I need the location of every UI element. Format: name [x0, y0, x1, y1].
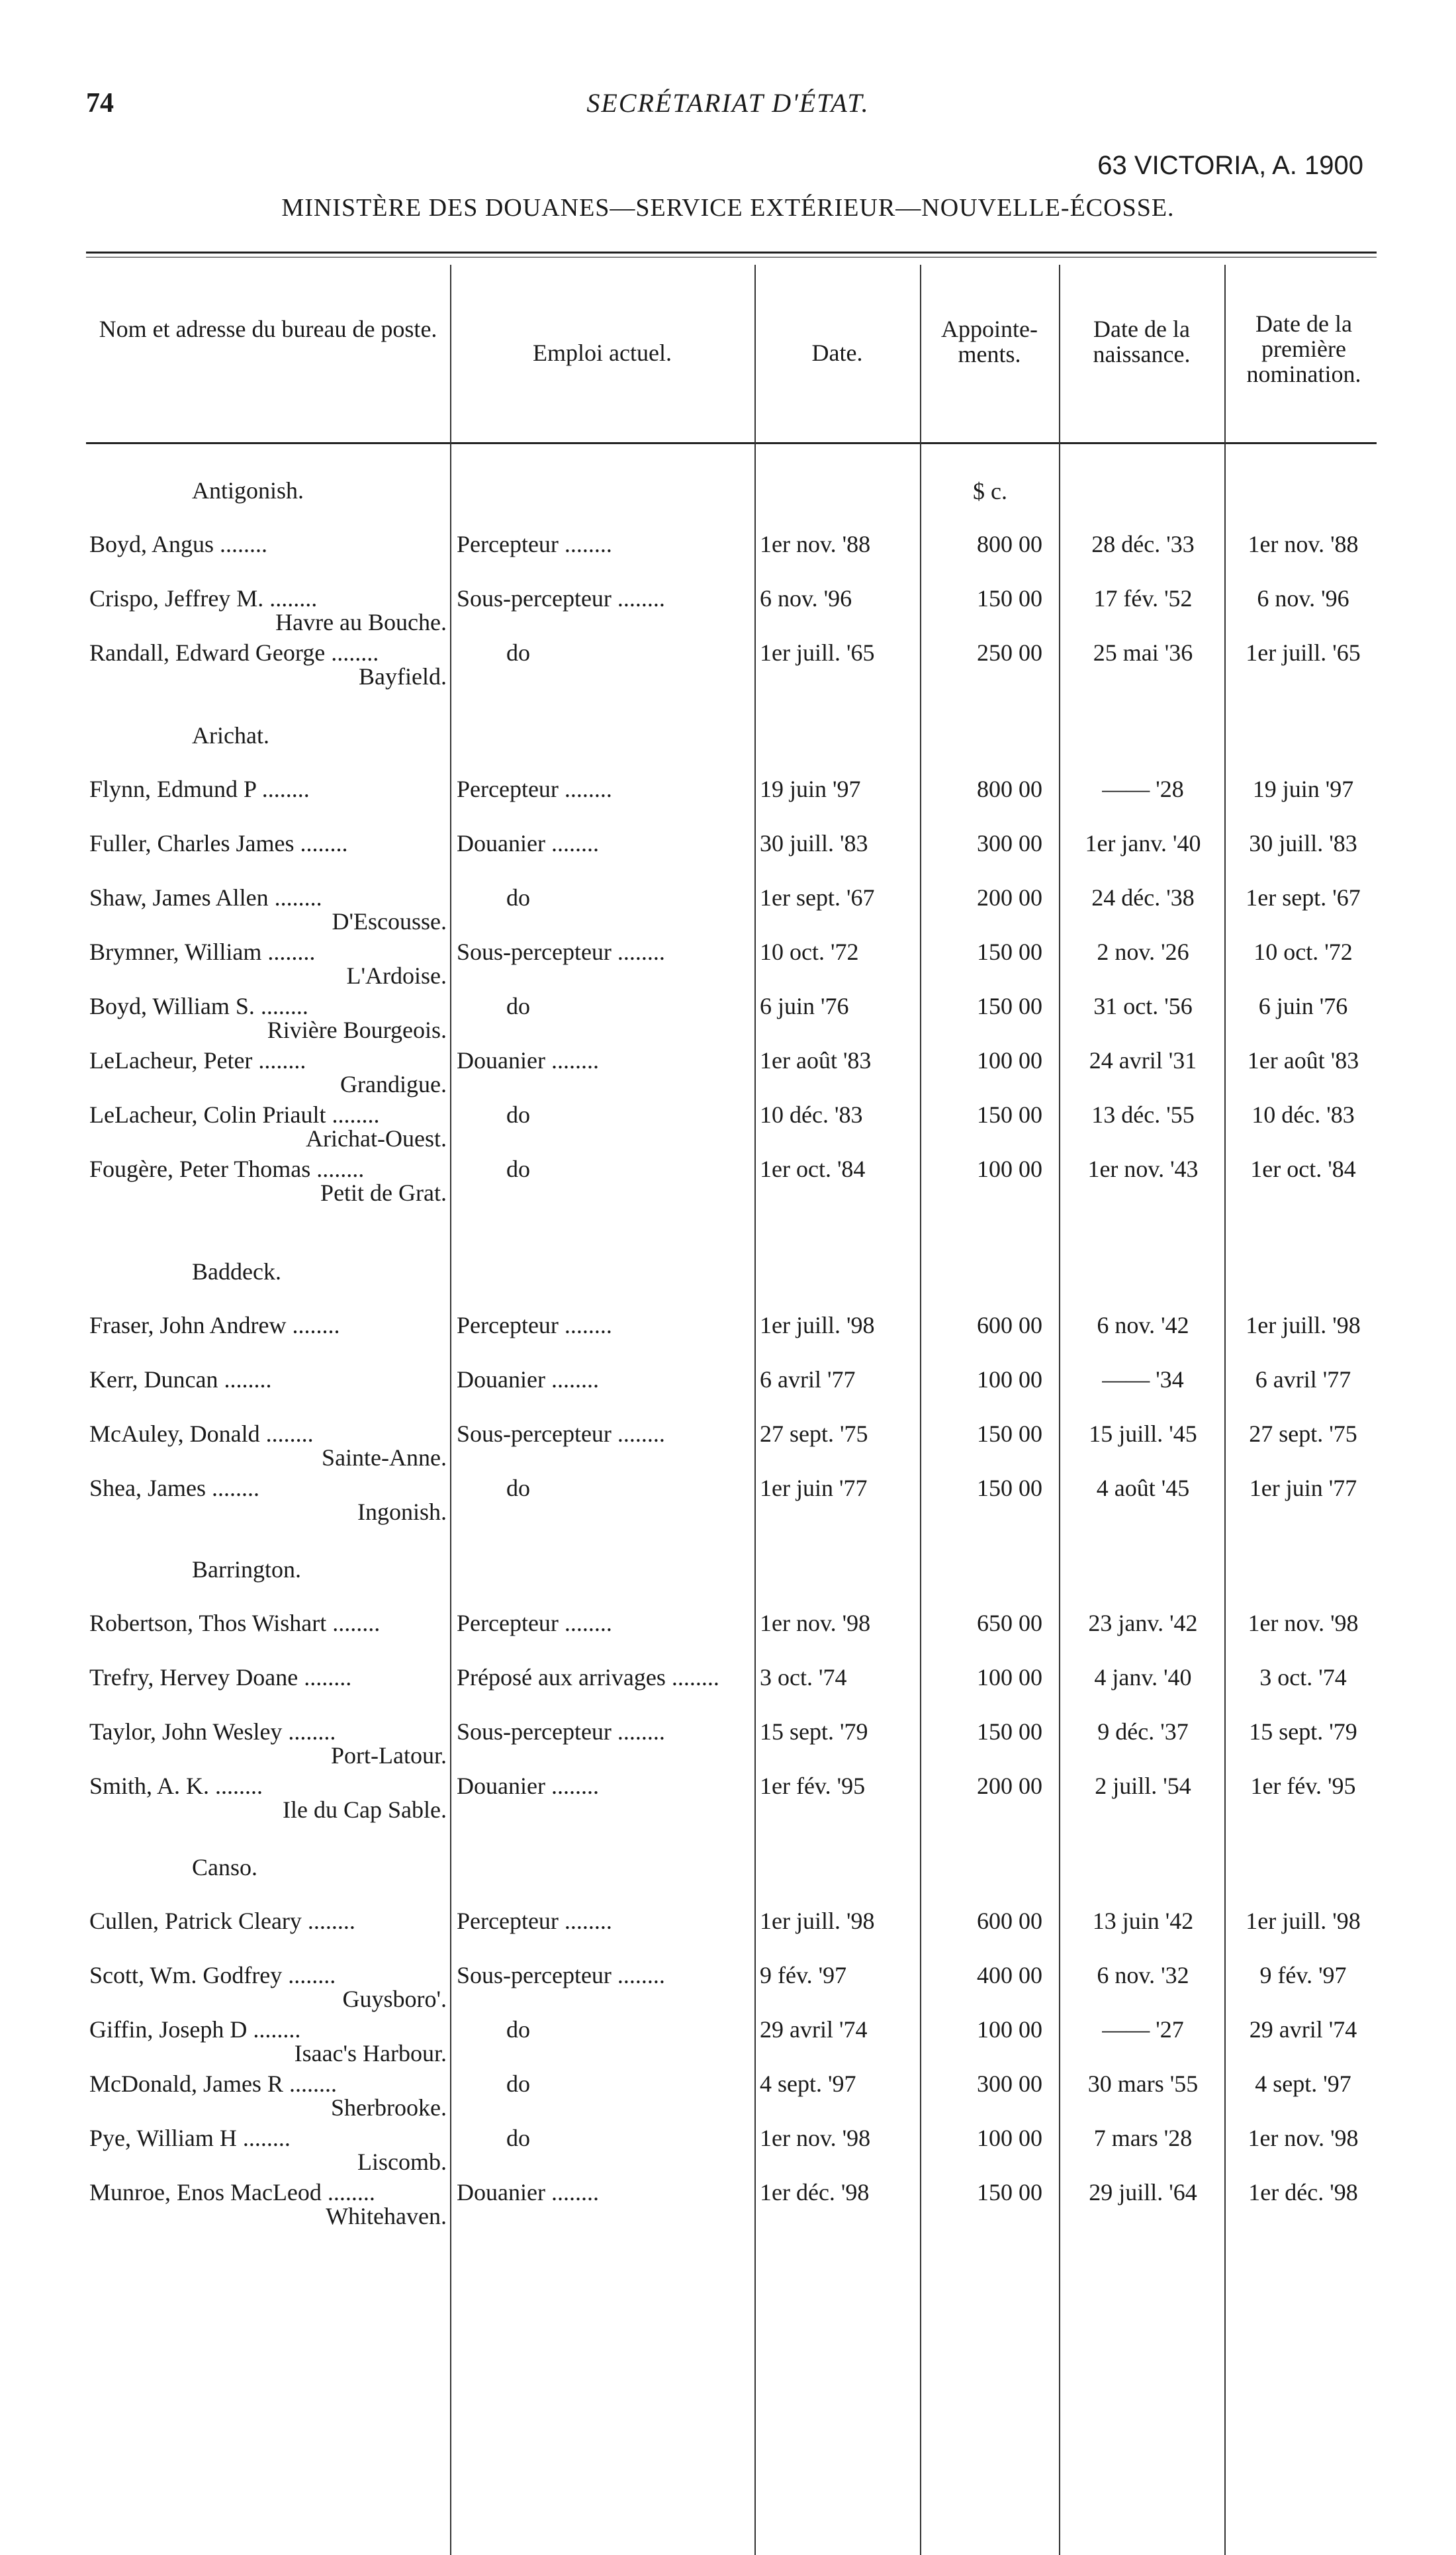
- cell-date: 27 sept. '75: [760, 1420, 868, 1447]
- cell-emploi: Percepteur ........: [457, 531, 612, 557]
- cell-nomination: 27 sept. '75: [1249, 1420, 1357, 1447]
- cell-date: 1er nov. '98: [760, 2125, 871, 2151]
- cell-appointements: 400 00: [977, 1962, 1042, 1988]
- cell-nomination: 10 déc. '83: [1251, 1101, 1355, 1128]
- cell-post-office: Port-Latour.: [331, 1742, 447, 1769]
- cell-emploi: Percepteur ........: [457, 1610, 612, 1636]
- header-naissance: Date de la naissance.: [1093, 316, 1191, 367]
- cell-emploi: Sous-percepteur ........: [457, 939, 665, 965]
- cell-name: McDonald, James R ........: [89, 2070, 337, 2097]
- cell-emploi: do: [506, 2070, 530, 2097]
- cell-emploi: Percepteur ........: [457, 1312, 612, 1338]
- section-place: Baddeck.: [192, 1258, 281, 1285]
- cell-name: McAuley, Donald ........: [89, 1420, 314, 1447]
- header-emploi: Emploi actuel.: [533, 340, 672, 366]
- section-place: Antigonish.: [192, 477, 304, 504]
- cell-name: Boyd, Angus ........: [89, 531, 268, 557]
- cell-post-office: Grandigue.: [340, 1071, 447, 1097]
- cell-emploi: Percepteur ........: [457, 776, 612, 802]
- cell-name: Scott, Wm. Godfrey ........: [89, 1962, 336, 1988]
- cell-date: 6 juin '76: [760, 993, 849, 1019]
- cell-date: 15 sept. '79: [760, 1718, 868, 1745]
- section-place: Canso.: [192, 1854, 257, 1881]
- cell-nomination: 6 avril '77: [1255, 1366, 1351, 1393]
- cell-appointements: 650 00: [977, 1610, 1042, 1636]
- cell-naissance: —— '27: [1102, 2016, 1184, 2043]
- cell-appointements: 250 00: [977, 639, 1042, 666]
- cell-nomination: 1er nov. '88: [1248, 531, 1359, 557]
- cell-emploi: do: [506, 993, 530, 1019]
- cell-name: Fuller, Charles James ........: [89, 830, 348, 857]
- cell-nomination: 4 sept. '97: [1255, 2070, 1351, 2097]
- cell-naissance: —— '28: [1102, 776, 1184, 802]
- cell-naissance: 13 juin '42: [1092, 1908, 1194, 1934]
- cell-date: 10 oct. '72: [760, 939, 859, 965]
- cell-appointements: 800 00: [977, 531, 1042, 557]
- cell-naissance: 6 nov. '42: [1097, 1312, 1189, 1338]
- cell-name: Fougère, Peter Thomas ........: [89, 1156, 365, 1182]
- cell-appointements: 150 00: [977, 939, 1042, 965]
- cell-nomination: 10 oct. '72: [1253, 939, 1353, 965]
- cell-appointements: 150 00: [977, 1475, 1042, 1501]
- cell-post-office: Sainte-Anne.: [322, 1444, 447, 1471]
- cell-emploi: Sous-percepteur ........: [457, 1962, 665, 1988]
- cell-naissance: 24 déc. '38: [1091, 884, 1195, 911]
- cell-emploi: do: [506, 2125, 530, 2151]
- cell-naissance: 13 déc. '55: [1091, 1101, 1195, 1128]
- header-appointements: Appointe-ments.: [941, 316, 1038, 367]
- cell-nomination: 1er oct. '84: [1250, 1156, 1356, 1182]
- cell-appointements: 100 00: [977, 1047, 1042, 1074]
- cell-date: 9 fév. '97: [760, 1962, 847, 1988]
- cell-name: Flynn, Edmund P ........: [89, 776, 310, 802]
- cell-date: 1er déc. '98: [760, 2179, 870, 2206]
- cell-appointements: 100 00: [977, 1366, 1042, 1393]
- cell-nomination: 1er juin '77: [1249, 1475, 1357, 1501]
- cell-naissance: 2 nov. '26: [1097, 939, 1189, 965]
- cell-post-office: Havre au Bouche.: [275, 609, 447, 635]
- header-rule: [86, 442, 1377, 444]
- cell-nomination: 1er nov. '98: [1248, 1610, 1359, 1636]
- cell-name: LeLacheur, Colin Priault ........: [89, 1101, 380, 1128]
- cell-date: 6 avril '77: [760, 1366, 856, 1393]
- cell-name: Fraser, John Andrew ........: [89, 1312, 340, 1338]
- cell-emploi: Sous-percepteur ........: [457, 1420, 665, 1447]
- cell-name: Shea, James ........: [89, 1475, 259, 1501]
- cell-post-office: Rivière Bourgeois.: [267, 1017, 447, 1043]
- cell-appointements: 100 00: [977, 2016, 1042, 2043]
- cell-emploi: Douanier ........: [457, 1773, 599, 1799]
- cell-date: 1er nov. '88: [760, 531, 871, 557]
- cell-appointements: 150 00: [977, 1420, 1042, 1447]
- cell-post-office: Guysboro'.: [342, 1986, 447, 2012]
- cell-date: 1er juill. '98: [760, 1908, 875, 1934]
- cell-post-office: Petit de Grat.: [320, 1180, 447, 1206]
- cell-name: Taylor, John Wesley ........: [89, 1718, 336, 1745]
- cell-nomination: 1er août '83: [1247, 1047, 1359, 1074]
- cell-appointements: 600 00: [977, 1908, 1042, 1934]
- cell-emploi: do: [506, 639, 530, 666]
- cell-nomination: 1er sept. '67: [1246, 884, 1361, 911]
- cell-name: LeLacheur, Peter ........: [89, 1047, 306, 1074]
- cell-appointements: 300 00: [977, 2070, 1042, 2097]
- cell-name: Munroe, Enos MacLeod ........: [89, 2179, 375, 2206]
- column-divider: [1059, 265, 1060, 2555]
- cell-emploi: Sous-percepteur ........: [457, 585, 665, 612]
- cell-naissance: 4 janv. '40: [1094, 1664, 1192, 1691]
- cell-post-office: Ingonish.: [357, 1499, 447, 1525]
- cell-naissance: 29 juill. '64: [1089, 2179, 1197, 2206]
- cell-emploi: Sous-percepteur ........: [457, 1718, 665, 1745]
- cell-date: 19 juin '97: [760, 776, 861, 802]
- page-number: 74: [86, 88, 114, 118]
- session-label: 63 VICTORIA, A. 1900: [1097, 151, 1363, 180]
- column-divider: [450, 265, 451, 2555]
- cell-nomination: 15 sept. '79: [1249, 1718, 1357, 1745]
- cell-date: 4 sept. '97: [760, 2070, 856, 2097]
- cell-post-office: L'Ardoise.: [346, 962, 447, 989]
- cell-date: 30 juill. '83: [760, 830, 868, 857]
- cell-nomination: 1er juill. '65: [1246, 639, 1361, 666]
- currency-label: $ c.: [973, 478, 1007, 504]
- cell-appointements: 100 00: [977, 2125, 1042, 2151]
- cell-date: 3 oct. '74: [760, 1664, 847, 1691]
- cell-emploi: do: [506, 1101, 530, 1128]
- cell-nomination: 6 juin '76: [1258, 993, 1348, 1019]
- cell-naissance: 28 déc. '33: [1091, 531, 1195, 557]
- header-name: Nom et adresse du bureau de poste.: [99, 316, 437, 342]
- cell-naissance: 23 janv. '42: [1088, 1610, 1198, 1636]
- cell-name: Giffin, Joseph D ........: [89, 2016, 301, 2043]
- cell-name: Cullen, Patrick Cleary ........: [89, 1908, 355, 1934]
- cell-date: 6 nov. '96: [760, 585, 852, 612]
- cell-appointements: 600 00: [977, 1312, 1042, 1338]
- cell-date: 1er août '83: [760, 1047, 872, 1074]
- cell-post-office: Ile du Cap Sable.: [283, 1796, 447, 1823]
- cell-appointements: 200 00: [977, 1773, 1042, 1799]
- cell-nomination: 1er déc. '98: [1248, 2179, 1358, 2206]
- cell-naissance: 1er nov. '43: [1087, 1156, 1199, 1182]
- running-head: SECRÉTARIAT D'ÉTAT.: [586, 88, 870, 118]
- cell-post-office: Liscomb.: [357, 2149, 447, 2175]
- cell-naissance: 2 juill. '54: [1095, 1773, 1191, 1799]
- cell-nomination: 3 oct. '74: [1259, 1664, 1347, 1691]
- cell-emploi: Douanier ........: [457, 1047, 599, 1074]
- section-place: Arichat.: [192, 722, 269, 749]
- cell-name: Robertson, Thos Wishart ........: [89, 1610, 381, 1636]
- column-divider: [1224, 265, 1226, 2555]
- cell-name: Crispo, Jeffrey M. ........: [89, 585, 318, 612]
- cell-appointements: 150 00: [977, 585, 1042, 612]
- cell-date: 1er juin '77: [760, 1475, 868, 1501]
- cell-name: Randall, Edward George ........: [89, 639, 379, 666]
- cell-naissance: —— '34: [1102, 1366, 1184, 1393]
- cell-post-office: Sherbrooke.: [331, 2094, 447, 2121]
- cell-emploi: Préposé aux arrivages ........: [457, 1664, 719, 1691]
- cell-date: 10 déc. '83: [760, 1101, 863, 1128]
- cell-post-office: Isaac's Harbour.: [294, 2040, 447, 2067]
- cell-nomination: 1er juill. '98: [1246, 1908, 1361, 1934]
- cell-appointements: 150 00: [977, 2179, 1042, 2206]
- cell-naissance: 1er janv. '40: [1085, 830, 1201, 857]
- cell-post-office: D'Escousse.: [332, 908, 447, 935]
- cell-nomination: 6 nov. '96: [1257, 585, 1349, 612]
- cell-date: 1er sept. '67: [760, 884, 875, 911]
- cell-emploi: do: [506, 1475, 530, 1501]
- column-divider: [920, 265, 921, 2555]
- cell-date: 1er juill. '98: [760, 1312, 875, 1338]
- cell-name: Boyd, William S. ........: [89, 993, 308, 1019]
- cell-naissance: 6 nov. '32: [1097, 1962, 1189, 1988]
- cell-appointements: 150 00: [977, 1101, 1042, 1128]
- cell-appointements: 200 00: [977, 884, 1042, 911]
- cell-appointements: 100 00: [977, 1156, 1042, 1182]
- cell-date: 29 avril '74: [760, 2016, 868, 2043]
- cell-naissance: 17 fév. '52: [1093, 585, 1193, 612]
- cell-appointements: 800 00: [977, 776, 1042, 802]
- cell-date: 1er juill. '65: [760, 639, 875, 666]
- cell-naissance: 25 mai '36: [1093, 639, 1193, 666]
- cell-appointements: 150 00: [977, 993, 1042, 1019]
- cell-naissance: 7 mars '28: [1093, 2125, 1193, 2151]
- cell-emploi: do: [506, 1156, 530, 1182]
- cell-naissance: 24 avril '31: [1089, 1047, 1197, 1074]
- cell-appointements: 100 00: [977, 1664, 1042, 1691]
- cell-emploi: Douanier ........: [457, 830, 599, 857]
- cell-emploi: Douanier ........: [457, 1366, 599, 1393]
- cell-nomination: 1er nov. '98: [1248, 2125, 1359, 2151]
- cell-nomination: 1er juill. '98: [1246, 1312, 1361, 1338]
- ministry-title: MINISTÈRE DES DOUANES—SERVICE EXTÉRIEUR—NOUVELLE-ÉCOSSE.: [281, 194, 1175, 222]
- cell-nomination: 30 juill. '83: [1249, 830, 1357, 857]
- cell-post-office: Whitehaven.: [326, 2203, 447, 2229]
- cell-emploi: Douanier ........: [457, 2179, 599, 2206]
- cell-date: 1er oct. '84: [760, 1156, 866, 1182]
- cell-nomination: 9 fév. '97: [1259, 1962, 1347, 1988]
- cell-emploi: Percepteur ........: [457, 1908, 612, 1934]
- cell-name: Shaw, James Allen ........: [89, 884, 322, 911]
- header-nomination: Date de la première nomination.: [1246, 310, 1361, 387]
- top-rule: [86, 252, 1377, 254]
- cell-appointements: 300 00: [977, 830, 1042, 857]
- cell-name: Brymner, William ........: [89, 939, 316, 965]
- cell-nomination: 1er fév. '95: [1250, 1773, 1356, 1799]
- cell-name: Pye, William H ........: [89, 2125, 291, 2151]
- cell-name: Trefry, Hervey Doane ........: [89, 1664, 352, 1691]
- cell-naissance: 15 juill. '45: [1089, 1420, 1197, 1447]
- cell-naissance: 4 août '45: [1096, 1475, 1190, 1501]
- cell-emploi: do: [506, 2016, 530, 2043]
- cell-appointements: 150 00: [977, 1718, 1042, 1745]
- cell-date: 1er nov. '98: [760, 1610, 871, 1636]
- cell-post-office: Arichat-Ouest.: [306, 1125, 447, 1152]
- section-place: Barrington.: [192, 1556, 301, 1583]
- cell-naissance: 30 mars '55: [1087, 2070, 1199, 2097]
- cell-naissance: 9 déc. '37: [1097, 1718, 1189, 1745]
- cell-nomination: 19 juin '97: [1252, 776, 1354, 802]
- cell-nomination: 29 avril '74: [1249, 2016, 1357, 2043]
- cell-emploi: do: [506, 884, 530, 911]
- cell-date: 1er fév. '95: [760, 1773, 866, 1799]
- column-divider: [754, 265, 756, 2555]
- cell-naissance: 31 oct. '56: [1093, 993, 1193, 1019]
- header-date: Date.: [811, 340, 863, 366]
- cell-name: Smith, A. K. ........: [89, 1773, 263, 1799]
- cell-name: Kerr, Duncan ........: [89, 1366, 272, 1393]
- cell-post-office: Bayfield.: [359, 663, 447, 690]
